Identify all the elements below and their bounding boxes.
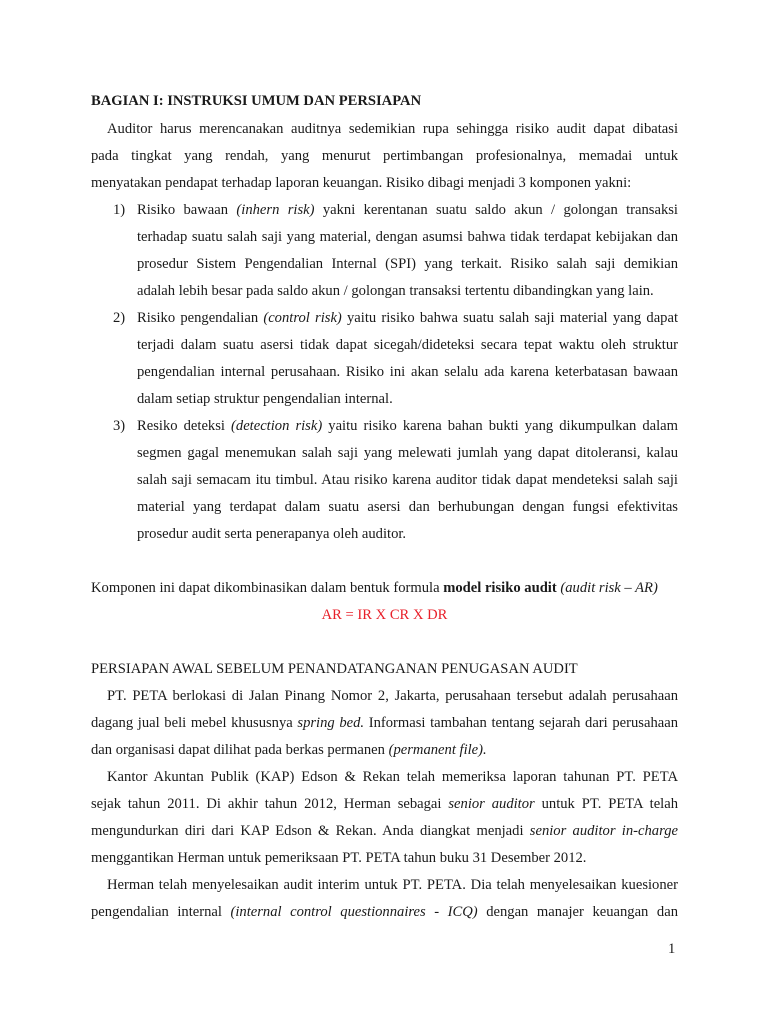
paragraph-1-line-2: dagang jual beli mebel khususnya spring bed. Informasi tambahan tentang sejarah dari perusahaan [91, 715, 678, 731]
page-number: 1 [668, 941, 676, 957]
paragraph-2-line-4: menggantikan Herman untuk pemeriksaan PT. PETA tahun buku 31 Desember 2012. [91, 850, 587, 866]
list-item-2-line-3: pengendalian internal perusahaan. Risiko ini akan selalu ada karena keterbatasan bawaan [137, 364, 678, 380]
list-item-2-line-2: terjadi dalam suatu asersi tidak dapat sicegah/dideteksi secara tepat waktu oleh struktur [137, 337, 678, 353]
list-item-1-line-1: Risiko bawaan (inhern risk) yakni kerentanan suatu saldo akun / golongan transaksi [137, 202, 678, 218]
list-item-3-line-4: material yang terdapat dalam suatu asersi dan berhubungan dengan fungsi efektivitas [137, 499, 678, 515]
list-item-1-line-4: adalah lebih besar pada saldo akun / golongan transaksi tertentu dibandingkan yang lain. [137, 283, 654, 299]
intro-line-3: menyatakan pendapat terhadap laporan keuangan. Risiko dibagi menjadi 3 komponen yakni: [91, 175, 632, 191]
intro-line-1: Auditor harus merencanakan auditnya sedemikian rupa sehingga risiko audit dapat dibatasi [107, 121, 678, 137]
intro-line-2: pada tingkat yang rendah, yang menurut pertimbangan profesionalnya, memadai untuk [91, 148, 678, 164]
list-item-2-line-1: Risiko pengendalian (control risk) yaitu risiko bahwa suatu salah saji material yang dapat [137, 310, 679, 326]
section-heading-2: PERSIAPAN AWAL SEBELUM PENANDATANGANAN PENUGASAN AUDIT [91, 661, 578, 677]
paragraph-3-line-1: Herman telah menyelesaikan audit interim untuk PT. PETA. Dia telah menyelesaikan kuesioner [107, 877, 678, 893]
list-item-3-line-1: Resiko deteksi (detection risk) yaitu risiko karena bahan bukti yang dikumpulkan dalam [137, 418, 678, 434]
list-item-1-line-3: prosedur Sistem Pengendalian Internal (SPI) yang terkait. Risiko salah saji demikian [137, 256, 678, 272]
list-item-1-line-2: terhadap suatu salah saji yang material, dengan asumsi bahwa tidak terdapat kebijakan dan [137, 229, 678, 245]
paragraph-3-line-2: pengendalian internal (internal control questionnaires - ICQ) dengan manajer keuangan dan [91, 904, 678, 920]
paragraph-2-line-1: Kantor Akuntan Publik (KAP) Edson & Rekan telah memeriksa laporan tahunan PT. PETA [107, 769, 678, 785]
formula-intro: Komponen ini dapat dikombinasikan dalam bentuk formula model risiko audit (audit risk – AR) [91, 580, 658, 596]
list-number: 1) [113, 202, 126, 218]
paragraph-2-line-3: mengundurkan diri dari KAP Edson & Rekan. Anda diangkat menjadi senior auditor in-charge [91, 823, 678, 839]
formula: AR = IR X CR X DR [321, 607, 448, 623]
list-item-3-line-2: segmen gagal menemukan salah saji yang melewati jumlah yang dapat ditoleransi, kalau [137, 445, 678, 461]
list-item-2-line-4: dalam setiap struktur pengendalian internal. [137, 391, 393, 407]
paragraph-2-line-2: sejak tahun 2011. Di akhir tahun 2012, Herman sebagai senior auditor untuk PT. PETA telah [91, 796, 679, 812]
list-number: 2) [113, 310, 126, 326]
list-item-3-line-5: prosedur audit serta penerapanya oleh auditor. [137, 526, 407, 542]
section-heading-1: BAGIAN I: INSTRUKSI UMUM DAN PERSIAPAN [91, 93, 422, 109]
paragraph-1-line-1: PT. PETA berlokasi di Jalan Pinang Nomor 2, Jakarta, perusahaan tersebut adalah perusahaan [107, 688, 678, 704]
list-number: 3) [113, 418, 126, 434]
paragraph-1-line-3: dan organisasi dapat dilihat pada berkas permanen (permanent file). [91, 742, 487, 758]
list-item-3-line-3: salah saji semacam itu timbul. Atau risiko karena auditor tidak dapat mendeteksi salah saji [137, 472, 678, 488]
